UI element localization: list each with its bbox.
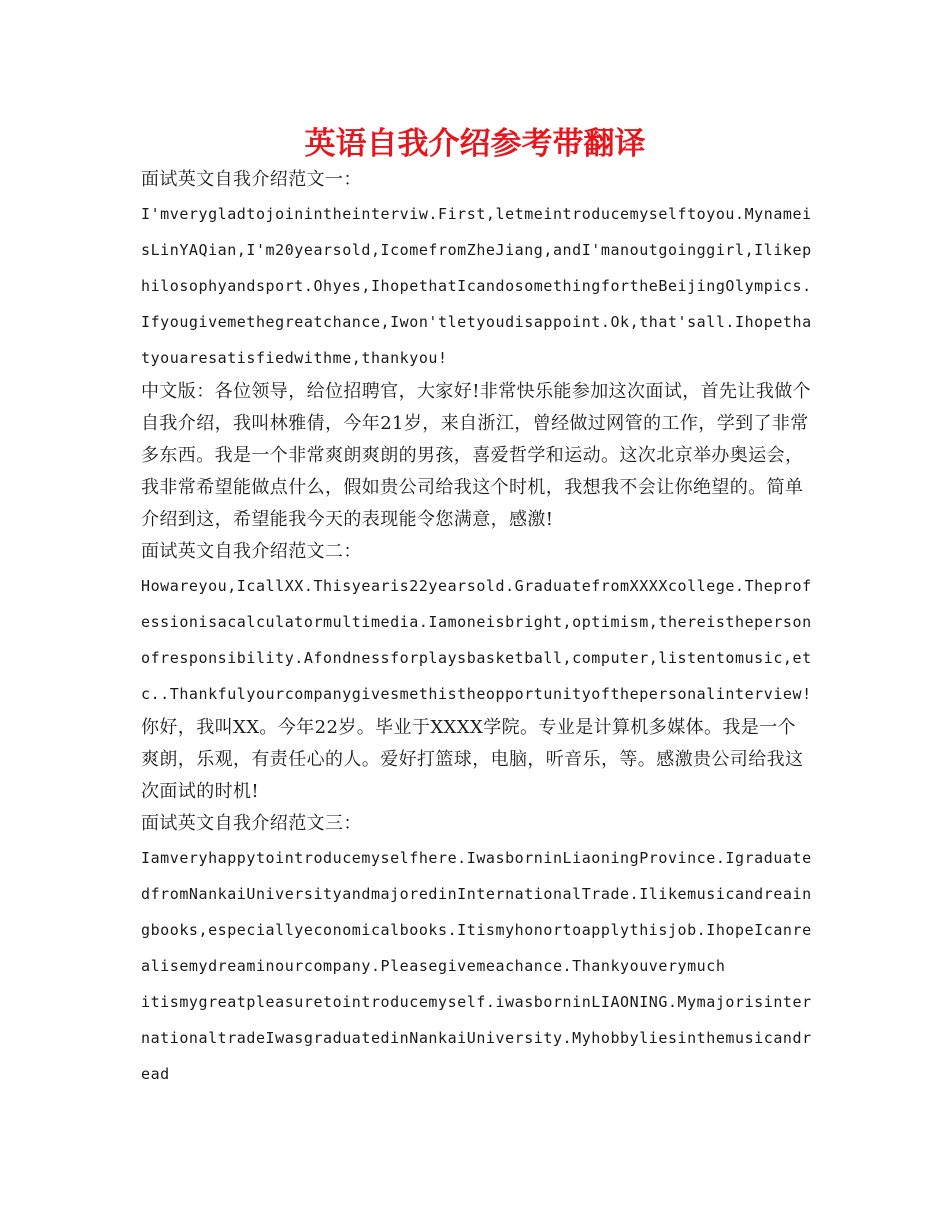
section-heading-1: 面试英文自我介绍范文一： — [141, 169, 362, 190]
section-heading-3: 面试英文自我介绍范文三： — [141, 813, 362, 834]
document-title: 英语自我介绍参考带翻译 — [304, 126, 646, 162]
english-sample-1: I'mverygladtojoinintheinterviw.First,letmeintroducemyselftoyou.MynameisLinYAQian,I'm20yearsold,IcomefromZheJiang,andI'manoutgoinggirl,Ilikephilosophyandsport.Ohyes,IhopethatIcandosomethingfortheBeijingOlympics.Ifyougivemethegreatchance,Iwon'tletyoudisappoint.Ok,that'sall.Ihopethatyouaresatisfiedwithme,thankyou! — [141, 205, 812, 367]
section-heading-2: 面试英文自我介绍范文二： — [141, 541, 362, 562]
english-sample-2: Howareyou,IcallXX.Thisyearis22yearsold.GraduatefromXXXXcollege.Theprofessionisacalculatormultimedia.Iamoneisbright,optimism,thereisthepersonofresponsibility.Afondnessforplaysbasketball,computer,listentomusic,etc..Thankfulyourcompanygivesmethistheopportunityofthepersonalinterview! — [141, 577, 812, 703]
chinese-translation-1: 中文版：各位领导，给位招聘官，大家好!非常快乐能参加这次面试，首先让我做个自我介绍，我叫林雅倩，今年21岁，来自浙江，曾经做过网管的工作，学到了非常多东西。我是一个非常爽朗爽朗的男孩，喜爱哲学和运动。这次北京举办奥运会，我非常希望能做点什么，假如贵公司给我这个时机，我想我不会让你绝望的。简单介绍到这，希望能我今天的表现能令您满意，感激! — [141, 381, 812, 530]
english-sample-3: Iamveryhappytointroducemyselfhere.IwasborninLiaoningProvince.IgraduatedfromNankaiUniversityandmajoredinInternationalTrade.Ilikemusicandreaingbooks,especiallyeconomicalbooks.Itismyhonortoapplythisjob.IhopeIcanrealisemydreaminourcompany.Pleasegivemeachance.Thankyouverymuch itismygreatpleasuretointroducemyself.iwasborninLIAONING.MymajorisinternationaltradeIwasgraduatedinNankaiUniversity.Myhobbyliesinthemusicandread — [141, 849, 812, 1083]
document-body — [141, 164, 813, 1092]
chinese-translation-2: 你好，我叫XX。今年22岁。毕业于XXXX学院。专业是计算机多媒体。我是一个爽朗，乐观，有责任心的人。爱好打篮球，电脑，听音乐，等。感激贵公司给我这次面试的时机! — [141, 717, 804, 802]
